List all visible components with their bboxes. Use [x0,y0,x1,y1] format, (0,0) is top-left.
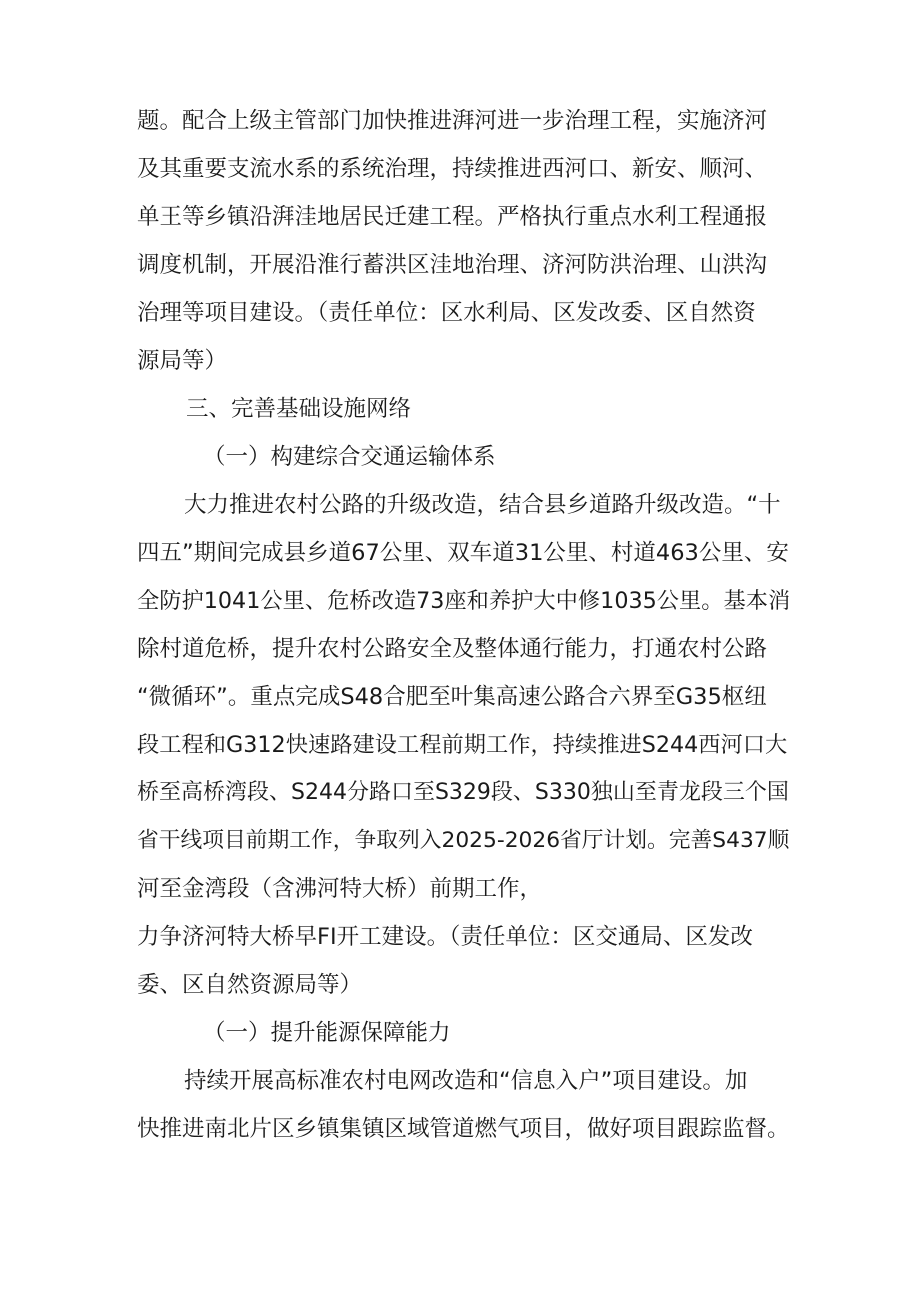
subsection-heading: （一）提升能源保障能力 [203,1020,451,1046]
paragraph-line: 持续开展高标准农村电网改造和“信息入户”项目建设。加 [184,1068,748,1094]
paragraph-line: 治理等项目建设。（责任单位：区水利局、区发改委、区自然资 [137,300,756,326]
paragraph-line: 单王等乡镇沿湃洼地居民迁建工程。严格执行重点水利工程通报 [137,204,768,230]
paragraph-line: 桥至高桥湾段、S244分路口至S329段、S330独山至青龙段三个国 [137,780,789,805]
paragraph-line: 及其重要支流水系的系统治理，持续推进西河口、新安、顺河、 [137,156,768,182]
paragraph-line: 除村道危桥，提升农村公路安全及整体通行能力，打通农村公路 [137,636,768,662]
paragraph-line: 大力推进农村公路的升级改造，结合县乡道路升级改造。“十 [184,492,781,518]
paragraph-line: 快推进南北片区乡镇集镇区域管道燃气项目，做好项目跟踪监督。 [137,1116,790,1142]
paragraph-line: 省干线项目前期工作，争取列入2025-2026省厅计划。完善S437顺 [137,828,790,853]
paragraph-line: 力争济河特大桥早FI开工建设。（责任单位：区交通局、区发改 [137,924,753,950]
paragraph-line: 题。配合上级主管部门加快推进湃河进一步治理工程，实施济河 [137,108,768,134]
subsection-heading: （一）构建综合交通运输体系 [203,444,496,470]
paragraph-line: 调度机制，开展沿淮行蓄洪区洼地治理、济河防洪治理、山洪沟 [137,252,768,278]
section-heading: 三、完善基础设施网络 [186,396,412,422]
paragraph-line: 全防护1041公里、危桥改造73座和养护大中修1035公里。基本消 [137,588,791,614]
paragraph-line: 源局等） [137,348,228,374]
paragraph-line: 四五”期间完成县乡道67公里、双车道31公里、村道463公里、安 [137,540,789,566]
paragraph-line: 委、区自然资源局等） [137,972,363,998]
paragraph-line: “微循环”。重点完成S48合肥至叶集高速公路合六界至G35枢纽 [137,684,767,710]
paragraph-line: 段工程和G312快速路建设工程前期工作，持续推进S244西河口大 [137,732,788,758]
paragraph-line: 河至金湾段（含沸河特大桥）前期工作， [137,876,543,902]
